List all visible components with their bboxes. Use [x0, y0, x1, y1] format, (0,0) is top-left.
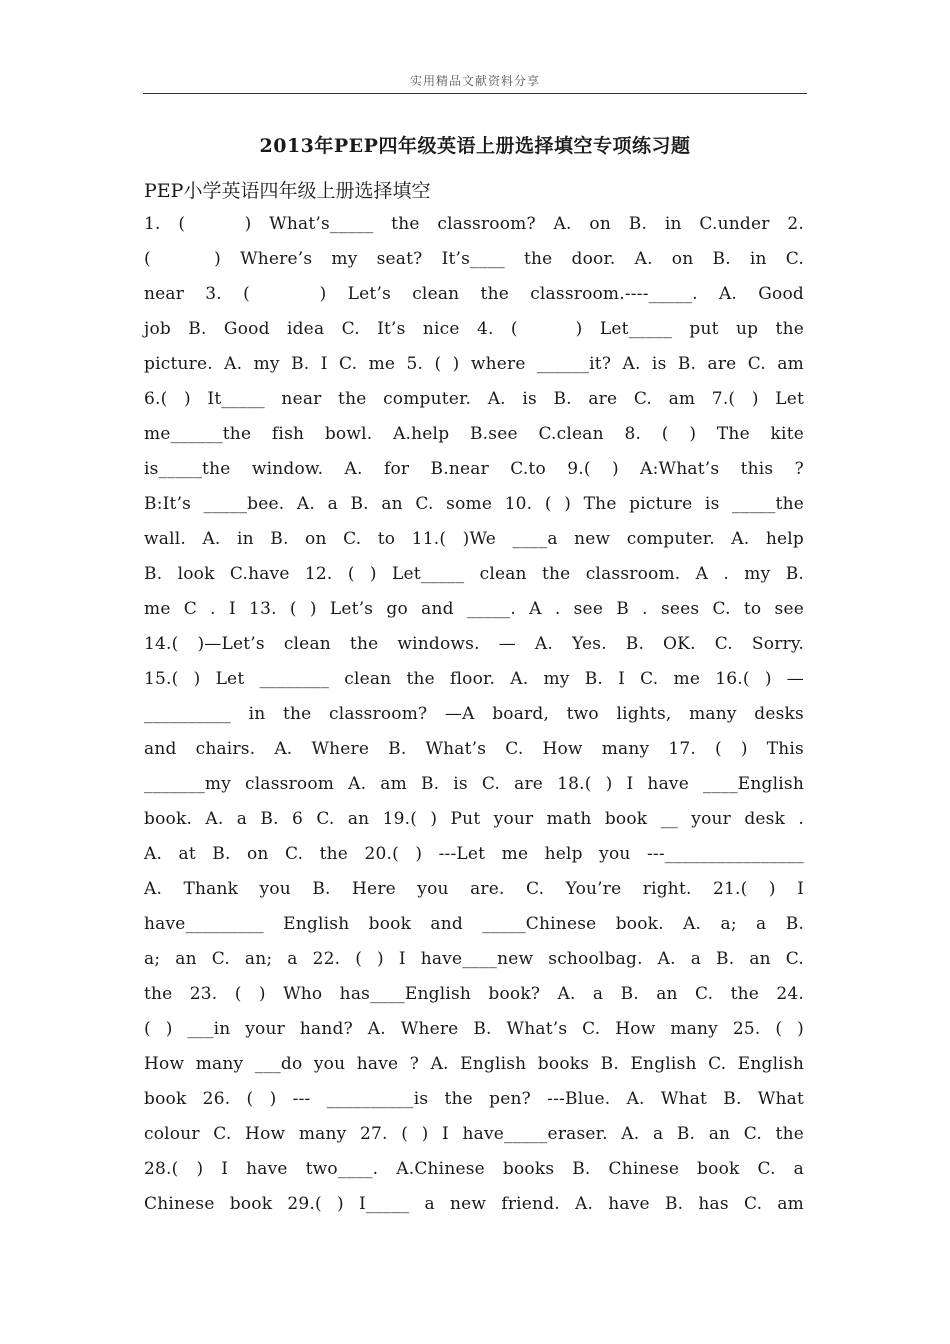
- text-line: a; an C. an; a 22. ( ) I have____new schoolbag. A. a B. an C.: [144, 949, 804, 969]
- text-line: book 26. ( ) --- __________is the pen? ---Blue. A. What B. What: [144, 1089, 804, 1109]
- text-line: colour C. How many 27. ( ) I have_____eraser. A. a B. an C. the: [144, 1124, 804, 1144]
- text-line: near 3. ( ) Let’s clean the classroom.----_____. A. Good: [144, 284, 804, 304]
- text-line: wall. A. in B. on C. to 11.( )We ____a new computer. A. help: [144, 529, 804, 549]
- text-line: Chinese book 29.( ) I_____ a new friend. A. have B. has C. am: [144, 1194, 804, 1214]
- document-subtitle: PEP小学英语四年级上册选择填空: [144, 180, 431, 202]
- text-line: 1. ( ) What’s_____ the classroom? A. on B. in C.under 2.: [144, 214, 804, 234]
- text-line: __________ in the classroom? —A board, two lights, many desks: [144, 704, 804, 724]
- text-line: 14.( )—Let’s clean the windows. — A. Yes. B. OK. C. Sorry.: [144, 634, 804, 654]
- text-line: 28.( ) I have two____. A.Chinese books B. Chinese book C. a: [144, 1159, 804, 1179]
- text-line: ( ) ___in your hand? A. Where B. What’s C. How many 25. ( ): [144, 1019, 804, 1039]
- page-header: 实用精品文献资料分享: [409, 74, 540, 88]
- text-line: the 23. ( ) Who has____English book? A. a B. an C. the 24.: [144, 984, 804, 1004]
- text-line: A. at B. on C. the 20.( ) ---Let me help you ---________________: [144, 844, 804, 864]
- text-line: job B. Good idea C. It’s nice 4. ( ) Let_____ put up the: [144, 319, 804, 339]
- text-line: B. look C.have 12. ( ) Let_____ clean the classroom. A . my B.: [144, 564, 804, 584]
- header-divider: [143, 93, 807, 94]
- exercise-body: [144, 207, 804, 1222]
- text-line: and chairs. A. Where B. What’s C. How many 17. ( ) This: [144, 739, 804, 759]
- text-line: is_____the window. A. for B.near C.to 9.( ) A:What’s this ?: [144, 459, 804, 479]
- text-line: me C . I 13. ( ) Let’s go and _____. A . see B . sees C. to see: [144, 599, 804, 619]
- text-line: ( ) Where’s my seat? It’s____ the door. A. on B. in C.: [144, 249, 804, 269]
- text-line: How many ___do you have ? A. English books B. English C. English: [144, 1054, 804, 1074]
- text-line: A. Thank you B. Here you are. C. You’re right. 21.( ) I: [144, 879, 804, 899]
- text-line: book. A. a B. 6 C. an 19.( ) Put your math book __ your desk .: [144, 809, 804, 829]
- text-line: 6.( ) It_____ near the computer. A. is B. are C. am 7.( ) Let: [144, 389, 804, 409]
- text-line: picture. A. my B. I C. me 5. ( ) where ______it? A. is B. are C. am: [144, 354, 804, 374]
- document-title: 2013年PEP四年级英语上册选择填空专项练习题: [259, 135, 691, 157]
- text-line: me______the fish bowl. A.help B.see C.clean 8. ( ) The kite: [144, 424, 804, 444]
- text-line: 15.( ) Let ________ clean the floor. A. my B. I C. me 16.( ) —: [144, 669, 804, 689]
- text-line: _______my classroom A. am B. is C. are 18.( ) I have ____English: [144, 774, 804, 794]
- text-line: B:It’s _____bee. A. a B. an C. some 10. ( ) The picture is _____the: [144, 494, 804, 514]
- text-line: have_________ English book and _____Chinese book. A. a; a B.: [144, 914, 804, 934]
